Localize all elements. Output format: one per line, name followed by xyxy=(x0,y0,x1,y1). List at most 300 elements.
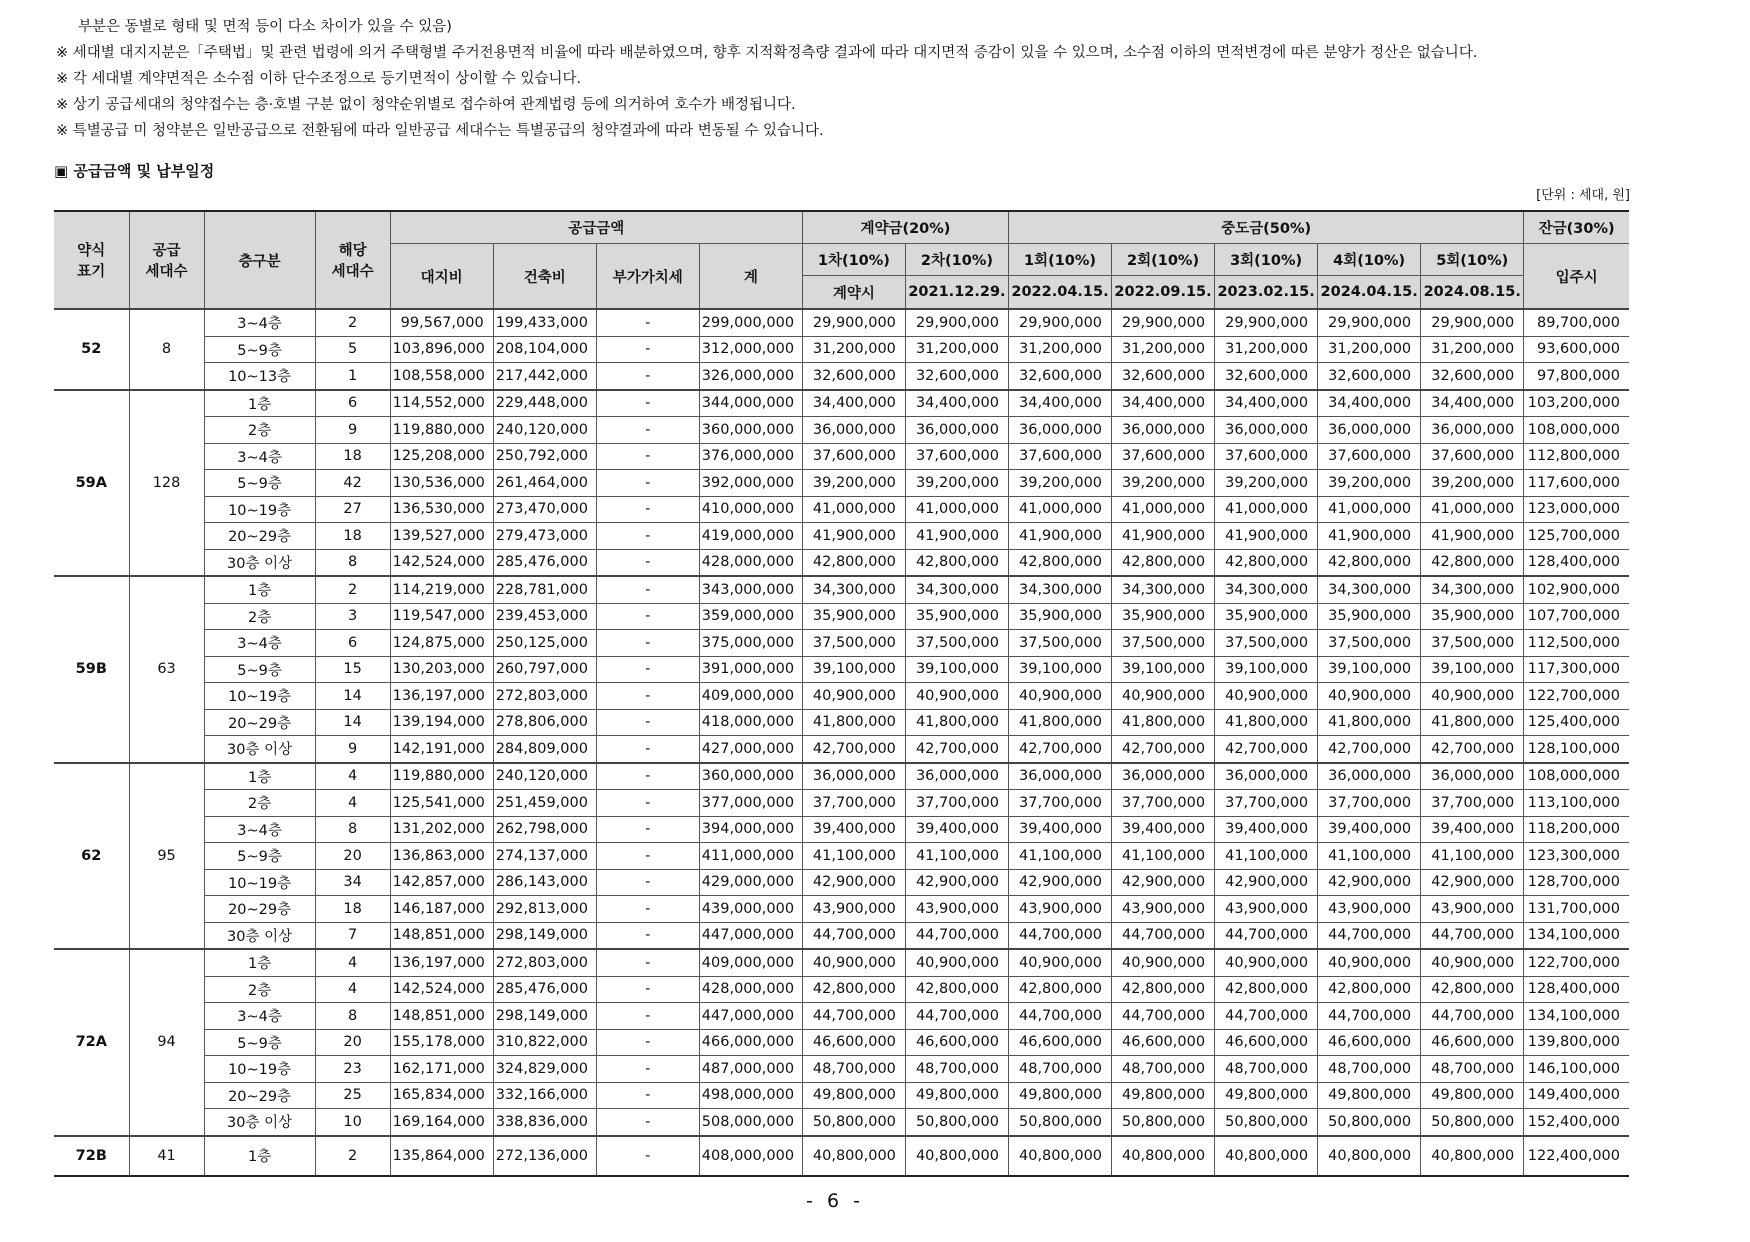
table-cell: 41,000,000 xyxy=(802,496,905,523)
table-cell: 411,000,000 xyxy=(699,843,802,870)
table-cell: 41,900,000 xyxy=(1318,523,1421,550)
table-cell: 139,527,000 xyxy=(390,523,493,550)
table-cell: 128,400,000 xyxy=(1524,549,1629,576)
type-cell: 72A xyxy=(54,949,129,1136)
type-cell: 52 xyxy=(54,309,129,390)
table-cell: 124,875,000 xyxy=(390,630,493,657)
table-cell: 36,000,000 xyxy=(1215,763,1318,790)
table-cell: 41,000,000 xyxy=(1008,496,1111,523)
table-cell: 50,800,000 xyxy=(1008,1109,1111,1136)
table-cell: 42,800,000 xyxy=(1421,549,1524,576)
table-cell: 42,900,000 xyxy=(1008,869,1111,896)
table-cell: - xyxy=(596,949,699,976)
table-cell: 102,900,000 xyxy=(1524,576,1629,603)
table-cell: 142,524,000 xyxy=(390,976,493,1003)
table-cell: 20~29층 xyxy=(204,896,315,923)
table-cell: 36,000,000 xyxy=(1008,417,1111,444)
table-cell: 40,900,000 xyxy=(1112,683,1215,710)
table-cell: 41,800,000 xyxy=(1008,709,1111,736)
table-cell: 41,100,000 xyxy=(1318,843,1421,870)
table-cell: 142,857,000 xyxy=(390,869,493,896)
table-cell: 39,200,000 xyxy=(1318,470,1421,497)
table-cell: 35,900,000 xyxy=(905,603,1008,630)
table-cell: 1층 xyxy=(204,1136,315,1176)
table-cell: - xyxy=(596,736,699,763)
table-cell: 36,000,000 xyxy=(802,417,905,444)
table-cell: 135,864,000 xyxy=(390,1136,493,1176)
table-cell: 139,194,000 xyxy=(390,709,493,736)
table-cell: 37,500,000 xyxy=(1318,630,1421,657)
table-cell: 498,000,000 xyxy=(699,1082,802,1109)
table-cell: 37,500,000 xyxy=(1215,630,1318,657)
table-cell: 278,806,000 xyxy=(493,709,596,736)
table-cell: 15 xyxy=(315,656,390,683)
table-cell: 29,900,000 xyxy=(1318,309,1421,336)
table-cell: 125,541,000 xyxy=(390,790,493,817)
table-cell: 39,200,000 xyxy=(802,470,905,497)
table-cell: 31,200,000 xyxy=(1008,336,1111,363)
header-m2: 2회(10%) xyxy=(1112,244,1215,276)
table-cell: 3 xyxy=(315,603,390,630)
table-cell: 410,000,000 xyxy=(699,496,802,523)
header-m4-date: 2024.04.15. xyxy=(1318,276,1421,310)
table-cell: - xyxy=(596,336,699,363)
table-cell: 37,600,000 xyxy=(905,443,1008,470)
table-cell: 447,000,000 xyxy=(699,922,802,949)
table-cell: 343,000,000 xyxy=(699,576,802,603)
table-row xyxy=(54,1029,1629,1056)
table-cell: 359,000,000 xyxy=(699,603,802,630)
table-cell: 272,803,000 xyxy=(493,949,596,976)
table-cell: 41,800,000 xyxy=(1215,709,1318,736)
table-cell: 37,500,000 xyxy=(1008,630,1111,657)
table-cell: 49,800,000 xyxy=(1112,1082,1215,1109)
note-line: ※ 특별공급 미 청약분은 일반공급으로 전환됨에 따라 일반공급 세대수는 특별공급의 청약결과에 따라 변동될 수 있습니다. xyxy=(56,123,824,139)
table-cell: 41,100,000 xyxy=(1421,843,1524,870)
table-cell: 50,800,000 xyxy=(1421,1109,1524,1136)
table-cell: 338,836,000 xyxy=(493,1109,596,1136)
table-cell: 134,100,000 xyxy=(1524,922,1629,949)
supply-cell: 63 xyxy=(129,576,204,763)
table-cell: 30층 이상 xyxy=(204,549,315,576)
table-cell: 39,100,000 xyxy=(1112,656,1215,683)
table-cell: 44,700,000 xyxy=(1421,922,1524,949)
table-cell: 42,800,000 xyxy=(802,976,905,1003)
supply-cell: 94 xyxy=(129,949,204,1136)
table-cell: 3~4층 xyxy=(204,443,315,470)
table-cell: 279,473,000 xyxy=(493,523,596,550)
table-cell: 41,900,000 xyxy=(905,523,1008,550)
table-cell: 274,137,000 xyxy=(493,843,596,870)
table-row xyxy=(54,496,1629,523)
table-cell: 42,900,000 xyxy=(1318,869,1421,896)
table-cell: 4 xyxy=(315,763,390,790)
header-land: 대지비 xyxy=(390,244,493,310)
table-cell: 285,476,000 xyxy=(493,549,596,576)
table-cell: 35,900,000 xyxy=(1112,603,1215,630)
table-cell: 32,600,000 xyxy=(1421,363,1524,390)
table-cell: 250,125,000 xyxy=(493,630,596,657)
table-cell: 3~4층 xyxy=(204,816,315,843)
table-cell: 20 xyxy=(315,843,390,870)
table-cell: 409,000,000 xyxy=(699,949,802,976)
table-cell: 18 xyxy=(315,443,390,470)
table-cell: 40,900,000 xyxy=(802,683,905,710)
table-cell: 375,000,000 xyxy=(699,630,802,657)
table-cell: 251,459,000 xyxy=(493,790,596,817)
table-cell: 40,900,000 xyxy=(1112,949,1215,976)
table-cell: 32,600,000 xyxy=(802,363,905,390)
table-cell: 44,700,000 xyxy=(1421,1003,1524,1030)
table-cell: 360,000,000 xyxy=(699,763,802,790)
table-cell: 29,900,000 xyxy=(1112,309,1215,336)
table-cell: - xyxy=(596,549,699,576)
table-cell: - xyxy=(596,309,699,336)
table-cell: 394,000,000 xyxy=(699,816,802,843)
table-cell: 5~9층 xyxy=(204,656,315,683)
table-cell: 48,700,000 xyxy=(1318,1056,1421,1083)
table-cell: 40,800,000 xyxy=(1008,1136,1111,1176)
table-cell: 108,558,000 xyxy=(390,363,493,390)
table-cell: 42,800,000 xyxy=(1318,549,1421,576)
table-cell: 1층 xyxy=(204,763,315,790)
table-cell: 31,200,000 xyxy=(905,336,1008,363)
table-cell: 31,200,000 xyxy=(802,336,905,363)
table-cell: 50,800,000 xyxy=(1112,1109,1215,1136)
table-cell: 34,300,000 xyxy=(802,576,905,603)
table-cell: 119,880,000 xyxy=(390,763,493,790)
table-cell: 42,800,000 xyxy=(1112,976,1215,1003)
table-cell: 18 xyxy=(315,523,390,550)
table-row xyxy=(54,630,1629,657)
table-cell: 326,000,000 xyxy=(699,363,802,390)
table-cell: 148,851,000 xyxy=(390,1003,493,1030)
type-group-0 xyxy=(54,309,1629,390)
table-cell: 324,829,000 xyxy=(493,1056,596,1083)
table-cell: 32,600,000 xyxy=(1215,363,1318,390)
table-cell: 136,863,000 xyxy=(390,843,493,870)
table-cell: 35,900,000 xyxy=(1008,603,1111,630)
table-cell: 18 xyxy=(315,896,390,923)
table-cell: - xyxy=(596,763,699,790)
header-c1: 1차(10%) xyxy=(802,244,905,276)
table-cell: 39,400,000 xyxy=(905,816,1008,843)
table-cell: 39,100,000 xyxy=(802,656,905,683)
note-line: 부분은 동별로 형태 및 면적 등이 다소 차이가 있을 수 있음) xyxy=(78,19,452,35)
header-supply: 공급 세대수 xyxy=(129,211,204,309)
table-cell: 29,900,000 xyxy=(802,309,905,336)
table-cell: 27 xyxy=(315,496,390,523)
table-cell: 466,000,000 xyxy=(699,1029,802,1056)
table-cell: 40,900,000 xyxy=(1318,949,1421,976)
table-cell: 36,000,000 xyxy=(905,417,1008,444)
table-row xyxy=(54,549,1629,576)
table-cell: 428,000,000 xyxy=(699,549,802,576)
table-cell: 41,000,000 xyxy=(1112,496,1215,523)
table-cell: 112,500,000 xyxy=(1524,630,1629,657)
table-cell: 409,000,000 xyxy=(699,683,802,710)
table-cell: 5~9층 xyxy=(204,1029,315,1056)
table-cell: 34,300,000 xyxy=(1318,576,1421,603)
table-cell: 419,000,000 xyxy=(699,523,802,550)
table-row xyxy=(54,576,1629,603)
table-cell: 131,700,000 xyxy=(1524,896,1629,923)
table-cell: 217,442,000 xyxy=(493,363,596,390)
table-cell: 5 xyxy=(315,336,390,363)
table-cell: 5~9층 xyxy=(204,336,315,363)
table-cell: 112,800,000 xyxy=(1524,443,1629,470)
table-cell: 29,900,000 xyxy=(905,309,1008,336)
type-cell: 72B xyxy=(54,1136,129,1176)
table-cell: 392,000,000 xyxy=(699,470,802,497)
table-cell: 29,900,000 xyxy=(1215,309,1318,336)
table-cell: 114,219,000 xyxy=(390,576,493,603)
table-cell: - xyxy=(596,603,699,630)
table-cell: 25 xyxy=(315,1082,390,1109)
table-cell: 49,800,000 xyxy=(1421,1082,1524,1109)
table-cell: 42,700,000 xyxy=(1112,736,1215,763)
type-cell: 62 xyxy=(54,763,129,950)
table-cell: 128,100,000 xyxy=(1524,736,1629,763)
supply-cell: 8 xyxy=(129,309,204,390)
table-cell: 146,100,000 xyxy=(1524,1056,1629,1083)
table-cell: 5~9층 xyxy=(204,843,315,870)
table-row xyxy=(54,443,1629,470)
table-cell: 286,143,000 xyxy=(493,869,596,896)
table-cell: 41,000,000 xyxy=(1215,496,1318,523)
table-cell: 122,700,000 xyxy=(1524,949,1629,976)
table-cell: 1층 xyxy=(204,576,315,603)
table-cell: 39,100,000 xyxy=(1421,656,1524,683)
table-cell: 34,400,000 xyxy=(1421,390,1524,417)
table-cell: 44,700,000 xyxy=(1215,1003,1318,1030)
header-m5-date: 2024.08.15. xyxy=(1421,276,1524,310)
table-cell: 14 xyxy=(315,683,390,710)
header-balance-group: 잔금(30%) xyxy=(1524,211,1629,244)
table-row xyxy=(54,843,1629,870)
table-cell: 43,900,000 xyxy=(1318,896,1421,923)
table-cell: - xyxy=(596,656,699,683)
table-cell: 48,700,000 xyxy=(802,1056,905,1083)
table-cell: - xyxy=(596,709,699,736)
table-cell: 39,400,000 xyxy=(1112,816,1215,843)
table-cell: 35,900,000 xyxy=(1318,603,1421,630)
table-cell: 273,470,000 xyxy=(493,496,596,523)
table-row xyxy=(54,523,1629,550)
table-cell: 114,552,000 xyxy=(390,390,493,417)
table-cell: 284,809,000 xyxy=(493,736,596,763)
table-cell: 44,700,000 xyxy=(1215,922,1318,949)
table-cell: 34,300,000 xyxy=(1421,576,1524,603)
table-cell: 272,136,000 xyxy=(493,1136,596,1176)
table-cell: 41,000,000 xyxy=(1318,496,1421,523)
table-cell: 2 xyxy=(315,309,390,336)
table-cell: 6 xyxy=(315,390,390,417)
header-units: 해당 세대수 xyxy=(315,211,390,309)
table-cell: 37,500,000 xyxy=(1112,630,1215,657)
table-row xyxy=(54,390,1629,417)
table-cell: 42,800,000 xyxy=(905,976,1008,1003)
table-cell: 42,800,000 xyxy=(1421,976,1524,1003)
table-cell: 89,700,000 xyxy=(1524,309,1629,336)
table-cell: - xyxy=(596,443,699,470)
table-cell: 37,700,000 xyxy=(1318,790,1421,817)
table-cell: 162,171,000 xyxy=(390,1056,493,1083)
header-vat: 부가가치세 xyxy=(596,244,699,310)
table-cell: 42,700,000 xyxy=(905,736,1008,763)
table-cell: - xyxy=(596,790,699,817)
table-cell: 97,800,000 xyxy=(1524,363,1629,390)
table-cell: - xyxy=(596,869,699,896)
table-cell: 36,000,000 xyxy=(1421,763,1524,790)
table-cell: 50,800,000 xyxy=(905,1109,1008,1136)
table-cell: - xyxy=(596,390,699,417)
table-cell: 32,600,000 xyxy=(1112,363,1215,390)
table-cell: 332,166,000 xyxy=(493,1082,596,1109)
type-group-1 xyxy=(54,390,1629,577)
table-cell: - xyxy=(596,496,699,523)
table-cell: 41,900,000 xyxy=(1008,523,1111,550)
table-cell: 130,203,000 xyxy=(390,656,493,683)
table-cell: 107,700,000 xyxy=(1524,603,1629,630)
table-cell: 2층 xyxy=(204,603,315,630)
table-cell: 40,900,000 xyxy=(1008,949,1111,976)
table-cell: 32,600,000 xyxy=(1008,363,1111,390)
table-cell: 44,700,000 xyxy=(1008,1003,1111,1030)
table-cell: 40,900,000 xyxy=(1215,683,1318,710)
table-cell: 46,600,000 xyxy=(1318,1029,1421,1056)
table-cell: 34,300,000 xyxy=(1008,576,1111,603)
table-cell: 41,900,000 xyxy=(1215,523,1318,550)
table-cell: 122,400,000 xyxy=(1524,1136,1629,1176)
table-cell: 41,900,000 xyxy=(802,523,905,550)
table-cell: 260,797,000 xyxy=(493,656,596,683)
table-cell: 48,700,000 xyxy=(1008,1056,1111,1083)
table-cell: 40,900,000 xyxy=(905,949,1008,976)
table-cell: 39,200,000 xyxy=(1008,470,1111,497)
table-cell: 125,400,000 xyxy=(1524,709,1629,736)
table-cell: 32,600,000 xyxy=(905,363,1008,390)
table-cell: 36,000,000 xyxy=(1008,763,1111,790)
table-cell: 299,000,000 xyxy=(699,309,802,336)
table-cell: 49,800,000 xyxy=(1318,1082,1421,1109)
table-cell: 40,800,000 xyxy=(1112,1136,1215,1176)
table-cell: 131,202,000 xyxy=(390,816,493,843)
table-cell: 391,000,000 xyxy=(699,656,802,683)
table-cell: 4 xyxy=(315,976,390,1003)
table-cell: 3~4층 xyxy=(204,1003,315,1030)
table-cell: 42,900,000 xyxy=(905,869,1008,896)
table-cell: 165,834,000 xyxy=(390,1082,493,1109)
table-cell: 139,800,000 xyxy=(1524,1029,1629,1056)
table-cell: 37,500,000 xyxy=(905,630,1008,657)
note-line: ※ 각 세대별 계약면적은 소수점 이하 단수조정으로 등기면적이 상이할 수 있습니다. xyxy=(56,71,582,87)
table-cell: 37,700,000 xyxy=(1421,790,1524,817)
table-cell: 35,900,000 xyxy=(802,603,905,630)
supply-cell: 95 xyxy=(129,763,204,950)
table-cell: 2 xyxy=(315,576,390,603)
table-cell: 39,200,000 xyxy=(905,470,1008,497)
table-cell: 42,700,000 xyxy=(1318,736,1421,763)
table-cell: 36,000,000 xyxy=(1318,763,1421,790)
table-cell: 48,700,000 xyxy=(1215,1056,1318,1083)
header-c1-date: 계약시 xyxy=(802,276,905,310)
table-cell: 34,300,000 xyxy=(905,576,1008,603)
table-cell: 42,700,000 xyxy=(1421,736,1524,763)
header-m4: 4회(10%) xyxy=(1318,244,1421,276)
table-cell: 128,700,000 xyxy=(1524,869,1629,896)
table-cell: 41,100,000 xyxy=(802,843,905,870)
table-cell: 42,700,000 xyxy=(1008,736,1111,763)
table-cell: 122,700,000 xyxy=(1524,683,1629,710)
table-row xyxy=(54,976,1629,1003)
table-cell: 42,700,000 xyxy=(1215,736,1318,763)
table-cell: 37,700,000 xyxy=(1112,790,1215,817)
table-cell: 44,700,000 xyxy=(905,922,1008,949)
table-cell: 40,900,000 xyxy=(1421,949,1524,976)
header-m2-date: 2022.09.15. xyxy=(1112,276,1215,310)
table-cell: 39,400,000 xyxy=(1318,816,1421,843)
table-row xyxy=(54,1136,1629,1176)
table-cell: 42,900,000 xyxy=(1421,869,1524,896)
header-balance-date: 입주시 xyxy=(1524,244,1629,310)
table-cell: 39,400,000 xyxy=(1008,816,1111,843)
header-building: 건축비 xyxy=(493,244,596,310)
table-cell: 36,000,000 xyxy=(1112,417,1215,444)
table-cell: 40,900,000 xyxy=(1008,683,1111,710)
table-row xyxy=(54,709,1629,736)
type-cell: 59A xyxy=(54,390,129,577)
table-cell: 34,300,000 xyxy=(1215,576,1318,603)
table-cell: 344,000,000 xyxy=(699,390,802,417)
table-cell: 312,000,000 xyxy=(699,336,802,363)
table-cell: 108,000,000 xyxy=(1524,417,1629,444)
table-row xyxy=(54,736,1629,763)
table-cell: 30층 이상 xyxy=(204,1109,315,1136)
table-cell: 39,100,000 xyxy=(1215,656,1318,683)
table-cell: 50,800,000 xyxy=(1215,1109,1318,1136)
table-cell: 20~29층 xyxy=(204,709,315,736)
table-cell: 2층 xyxy=(204,417,315,444)
table-cell: 42,900,000 xyxy=(1215,869,1318,896)
table-cell: 41,000,000 xyxy=(905,496,1008,523)
supply-cell: 128 xyxy=(129,390,204,577)
table-cell: 117,300,000 xyxy=(1524,656,1629,683)
table-cell: 136,197,000 xyxy=(390,683,493,710)
table-cell: 447,000,000 xyxy=(699,1003,802,1030)
table-row xyxy=(54,1056,1629,1083)
table-cell: 20 xyxy=(315,1029,390,1056)
table-cell: 1층 xyxy=(204,949,315,976)
table-cell: 418,000,000 xyxy=(699,709,802,736)
table-cell: 272,803,000 xyxy=(493,683,596,710)
table-cell: 40,800,000 xyxy=(905,1136,1008,1176)
type-cell: 59B xyxy=(54,576,129,763)
table-cell: 36,000,000 xyxy=(1215,417,1318,444)
table-row xyxy=(54,1109,1629,1136)
table-row xyxy=(54,363,1629,390)
table-cell: - xyxy=(596,630,699,657)
table-cell: 36,000,000 xyxy=(1112,763,1215,790)
table-cell: 49,800,000 xyxy=(1215,1082,1318,1109)
table-cell: 130,536,000 xyxy=(390,470,493,497)
table-cell: 35,900,000 xyxy=(1215,603,1318,630)
table-row xyxy=(54,763,1629,790)
table-cell: 37,500,000 xyxy=(1421,630,1524,657)
table-cell: 34 xyxy=(315,869,390,896)
table-cell: 49,800,000 xyxy=(1008,1082,1111,1109)
table-cell: 37,600,000 xyxy=(1215,443,1318,470)
